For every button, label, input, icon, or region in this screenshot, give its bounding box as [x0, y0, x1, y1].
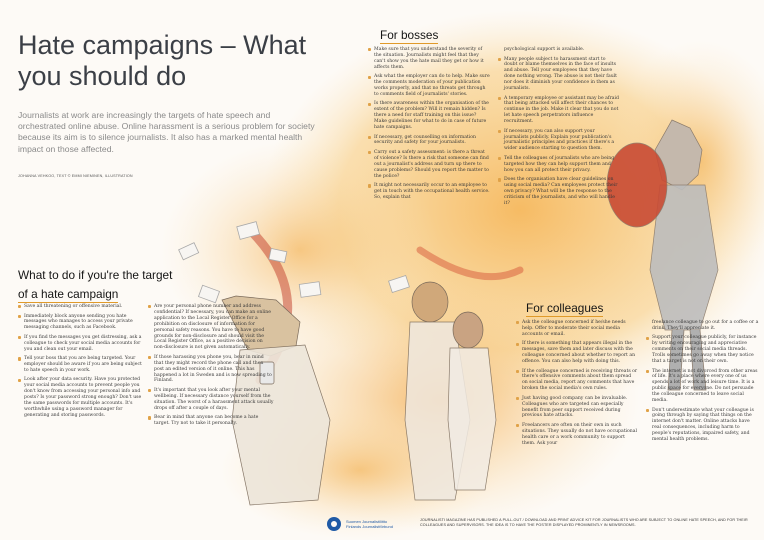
list-item: Bear in mind that anyone can become a hate target. Try not to take it personally.	[148, 415, 274, 427]
list-item: If there is something that appears illegal in the messages, save them and later discuss with the colleague concerned about whether to report an offence. You can also help with doing this.	[516, 341, 638, 365]
page-title: Hate campaigns – What you should do	[18, 30, 307, 91]
list-item: The internet is not divorced from other areas of life. It's a place where every one of us spends a lot of work and leisure time. It is a public space for everyone. Do not persuade the colleague concerned to leave social media.	[646, 369, 760, 404]
colleagues-column-1	[516, 320, 638, 450]
list-item: It's important that you look after your mental wellbeing. If necessary distance yourself from the situation. The worst of a harassment attack usually drops off after a couple of days.	[148, 388, 274, 412]
footer-note: JOURNALISTI MAGAZINE HAS PUBLISHED A PULL-OUT / DOWNLOAD AND PRINT ADVICE KIT FOR JOURNALISTS WHO ARE SUBJECT TO ONLINE HATE SPEECH, AND FOR THEIR COLLEAGUES AND SUPERVISORS. THE IDEA IS TO HAVE THE POSTER DISPLAYED PROMINENTLY IN NEWSROOMS.	[420, 518, 748, 527]
list-item: Ask what the employer can do to help. Make sure the comments moderation of your publication works properly, and that no threats get through to comments field of journalists' stories.	[368, 74, 490, 98]
target-list-2	[148, 304, 274, 427]
target-heading-line2: of a hate campaign	[18, 287, 119, 301]
logo-line2: Finlands Journalistförbund	[346, 524, 393, 529]
list-item: If necessary, get counselling on information security and safety for your journalists.	[368, 135, 490, 147]
colleagues-heading: For colleagues	[526, 301, 604, 315]
colleagues-list-2	[646, 335, 760, 443]
list-item: Save all threatening or offensive material.	[18, 304, 142, 310]
bosses-section-header	[380, 24, 438, 44]
list-item: Many people subject to harassment start to doubt or blame themselves in the face of insults and abuse. Tell your employees that they have done nothing wrong. The abuse is not their fault nor does it diminish your confidence in them as journalists.	[498, 57, 620, 92]
list-item: It might not necessarily occur to an employee to get in touch with the occupational health service. So, explain that	[368, 183, 490, 201]
list-item: Freelancers are often on their own in such situations. They usually do not have occupational health care or a work community to support them. Ask your	[516, 423, 638, 447]
union-logo-icon	[326, 516, 342, 532]
target-section-header	[18, 264, 218, 303]
list-item: Carry out a safety assessment: is there a threat of violence? Is there a risk that someone can find out a journalist's address and turn up there to cause problems? Should you report the matter to the police?	[368, 150, 490, 180]
bosses-list-2	[498, 57, 620, 207]
colleagues-section-header	[526, 297, 603, 317]
byline-credit: JOHANNA VEHKOO, TEXT © EMMI NIEMINEN, ILLUSTRATION	[18, 174, 133, 178]
colleagues-col2-lead: freelance colleague to go out for a coffee or a drink. They'll appreciate it.	[652, 320, 759, 331]
target-column-1	[18, 304, 142, 422]
colleagues-column-2	[646, 320, 760, 447]
list-item: Ask the colleague concerned if he/she needs help. Offer to moderate their social media accounts or email.	[516, 320, 638, 338]
list-item: A temporary employee or assistant may be afraid that being attacked will affect their chances to continue in the job. Make it clear that you do not let hate speech perpetrators influence recruitment.	[498, 96, 620, 126]
target-column-2	[148, 304, 274, 431]
bosses-heading: For bosses	[380, 28, 439, 42]
target-list-1	[18, 304, 142, 419]
list-item: If the colleague concerned is receiving threats or there's offensive comments about them spread on social media, report any comments that have broken the social media's own rules.	[516, 369, 638, 393]
bosses-col2-lead: psychological support is available.	[504, 47, 585, 52]
target-heading-line1: What to do if you're the target	[18, 268, 173, 282]
list-item: Tell the colleagues of journalists who are being targeted how they can help support them and how you can all protect their privacy.	[498, 156, 620, 174]
list-item: Does the organisation have clear guidelines on using social media? Can employees protect their own privacy? What will be the response to the criticism of the journalists, and who will handle it?	[498, 177, 620, 207]
list-item: Just having good company can be invaluable. Colleagues who are targeted can especially benefit from peer support received during previous hate attacks.	[516, 396, 638, 420]
list-item: Support your colleague publicly, for instance by writing encouraging and appreciative comments on their social media threads. Trolls sometimes go away when they notice that a target is not on their own.	[646, 335, 760, 365]
list-item: Look after your data security. Have you protected your social media accounts to prevent people you don't know from accessing your personal info and posts? Is your password strong enough? Don't use the same passwords for multiple accounts. It's worthwhile using a password manager for generating and storing passwords.	[18, 377, 142, 418]
list-item: Immediately block anyone sending you hate messages who manages to access your private messaging channels, such as Facebook.	[18, 314, 142, 332]
colleagues-list-1	[516, 320, 638, 447]
bosses-column-1	[368, 47, 490, 204]
logo-line1: Suomen Journalistiliitto	[346, 519, 388, 524]
union-logo	[326, 514, 416, 534]
list-item: If you find the messages you get distressing, ask a colleague to check your social media accounts for you and clean out your email.	[18, 335, 142, 353]
list-item: Tell your boss that you are being targeted. Your employer should be aware if you are being subject to hate speech in your work.	[18, 356, 142, 374]
list-item: Are your personal phone number and address confidential? If necessary, you can make an online application to the Local Register Office for a prohibition on disclosure of information for personal safety reasons. You have to have good grounds for non-disclosure and should visit the Local Register Office, as a positive decision on non-disclosure is not given automatically.	[148, 304, 274, 351]
list-item: Is there awareness within the organisation of the extent of the problem? Will it remain hidden? Is there a need for staff training on this issue? Make guidelines for what to do in case of future hate campaigns.	[368, 101, 490, 131]
bosses-column-2	[498, 47, 620, 210]
intro-paragraph: Journalists at work are increasingly the targets of hate speech and orchestrated online abuse. Online harassment is a serious problem for society because its aim is to silence journalists. It also has a marked mental health impact on those affected.	[18, 110, 315, 154]
list-item: If those harassing you phone you, bear in mind that they might record the phone call and then post an edited version of it online. This has happened a lot in Sweden and is now spreading to Finland.	[148, 355, 274, 385]
list-item: Don't underestimate what your colleague is going through by saying that things on the internet don't matter. Online attacks have real consequences, including harm to people's reputations, impaired safety, and mental health problems.	[646, 408, 760, 443]
list-item: If necessary, you can also support your journalists publicly. Explain your publication's journalistic principles and practices if there's a wider audience starting to question them.	[498, 129, 620, 153]
bosses-list-1	[368, 47, 490, 201]
list-item: Make sure that you understand the severity of the situation. Journalists might feel that they can't show you the hate mail they get or how it affects them.	[368, 47, 490, 71]
